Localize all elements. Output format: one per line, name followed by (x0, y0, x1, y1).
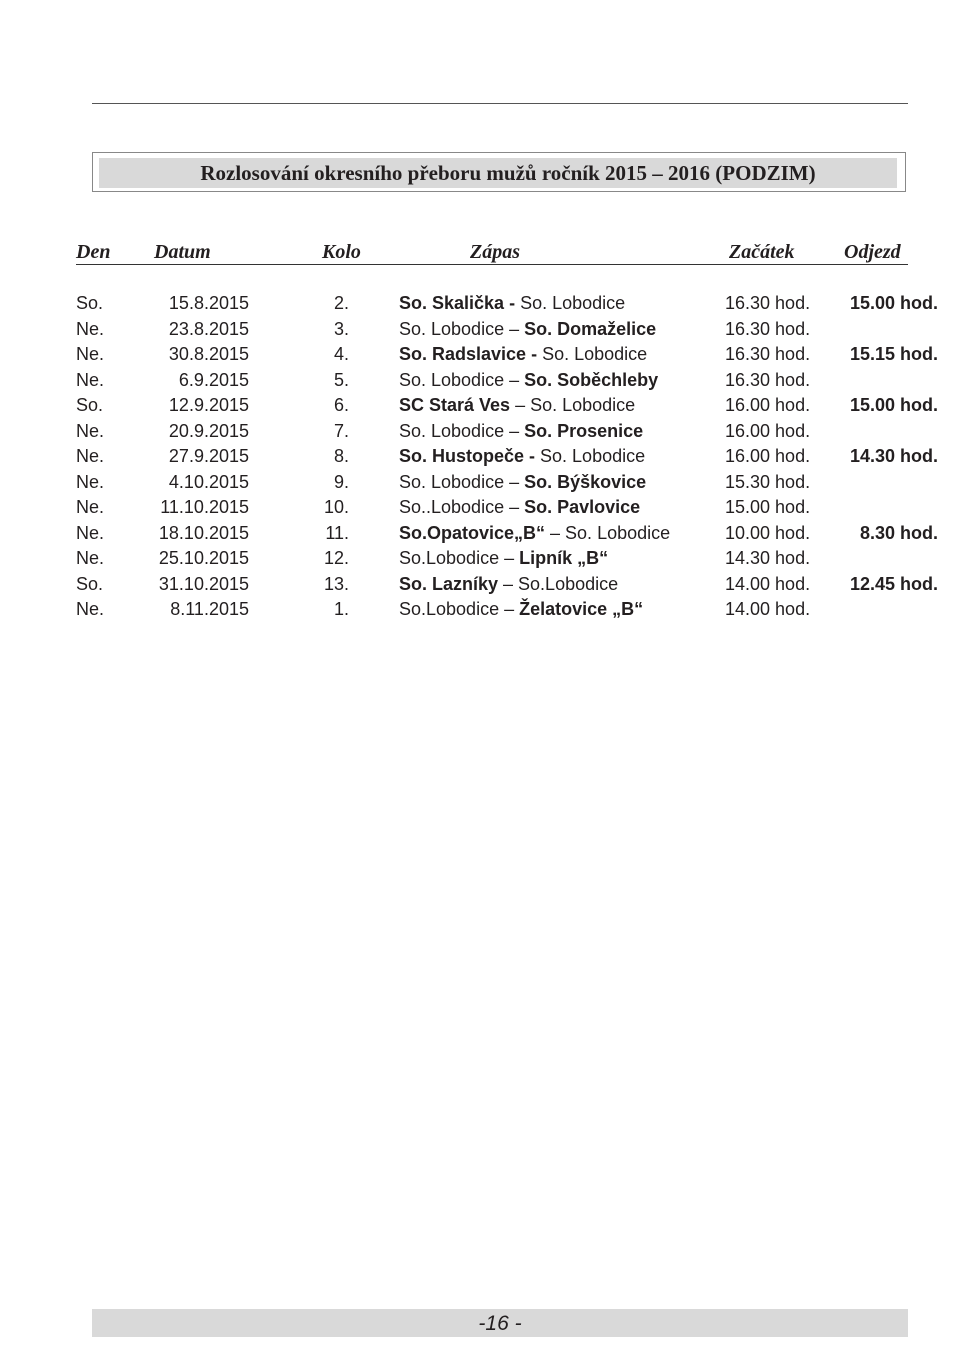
cell-zapas (399, 392, 635, 418)
cell-zacatek: 14.00 hod. (725, 599, 811, 619)
cell-kolo: 3. (333, 318, 349, 339)
team-away: So. Lobodice (537, 344, 648, 364)
cell-zapas (399, 520, 670, 546)
cell-zapas (399, 418, 643, 444)
page-title: Rozlosování okresního přeboru mužů ročník 2015 – 2016 (PODZIM) (200, 161, 816, 185)
header-den: Den (76, 241, 111, 263)
team-away: – So. Lobodice (510, 395, 636, 415)
cell-datum: 25.10.2015 (158, 548, 249, 568)
cell-zacatek: 14.30 hod. (725, 548, 811, 568)
cell-zacatek: 16.30 hod. (725, 344, 811, 364)
footer-band (92, 1309, 908, 1337)
cell-kolo: 11. (325, 522, 349, 543)
top-rule (92, 103, 908, 104)
cell-zacatek: 16.30 hod. (725, 318, 811, 339)
cell-den: Ne. (76, 548, 105, 568)
team-home: So. Skalička - (399, 293, 516, 313)
title-box (92, 152, 906, 192)
cell-datum: 30.8.2015 (168, 344, 249, 364)
table-row (0, 494, 960, 520)
table-row (0, 520, 960, 546)
team-home: So.Lobodice – (399, 548, 515, 568)
cell-datum: 12.9.2015 (168, 395, 249, 415)
cell-den: Ne. (76, 446, 105, 466)
cell-zapas (399, 545, 608, 571)
cell-zapas (399, 596, 643, 622)
cell-den: So. (76, 573, 104, 594)
team-home: So. Radslavice - (399, 344, 538, 364)
cell-kolo: 2. (333, 293, 349, 313)
team-away: So. Domaželice (519, 318, 657, 339)
team-home: So. Lazníky (399, 573, 499, 594)
cell-kolo: 7. (333, 420, 349, 441)
cell-kolo: 6. (333, 395, 349, 415)
team-home: So. Lobodice – (399, 318, 520, 339)
header-rule (76, 264, 908, 265)
team-away: So. Soběchleby (519, 369, 659, 390)
cell-zapas (399, 469, 646, 495)
cell-zacatek: 16.00 hod. (725, 420, 811, 441)
header-zacatek: Začátek (729, 241, 795, 263)
cell-zacatek: 16.00 hod. (725, 395, 811, 415)
table-row (0, 392, 960, 418)
cell-kolo: 9. (333, 471, 349, 492)
cell-den: So. (76, 293, 104, 313)
cell-kolo: 8. (333, 446, 349, 466)
cell-zacatek: 16.00 hod. (725, 446, 811, 466)
team-away: Želatovice „B“ (514, 599, 644, 619)
table-row (0, 341, 960, 367)
team-away: – So. Lobodice (545, 522, 671, 543)
cell-zapas (399, 367, 658, 393)
team-away: – So.Lobodice (498, 573, 619, 594)
cell-odjezd: 15.00 hod. (849, 395, 938, 415)
cell-zapas (399, 341, 647, 367)
cell-odjezd: 14.30 hod. (849, 446, 938, 466)
cell-zapas (399, 494, 640, 520)
cell-den: So. (76, 395, 104, 415)
table-row (0, 367, 960, 393)
cell-zacatek: 15.00 hod. (725, 497, 811, 517)
cell-zacatek: 16.30 hod. (725, 369, 811, 390)
team-away: Lipník „B“ (514, 548, 609, 568)
team-away: So. Býškovice (519, 471, 647, 492)
header-datum: Datum (154, 241, 211, 263)
cell-zacatek: 15.30 hod. (725, 471, 811, 492)
cell-zapas (399, 443, 645, 469)
team-away: So. Lobodice (515, 293, 626, 313)
cell-datum: 20.9.2015 (168, 420, 249, 441)
cell-odjezd: 8.30 hod. (859, 522, 938, 543)
title-band (99, 158, 897, 188)
team-home: So. Lobodice – (399, 369, 520, 390)
cell-zacatek: 16.30 hod. (725, 293, 811, 313)
cell-zacatek: 14.00 hod. (725, 573, 811, 594)
team-home: So..Lobodice – (399, 497, 520, 517)
cell-den: Ne. (76, 471, 105, 492)
cell-odjezd: 15.15 hod. (849, 344, 938, 364)
cell-kolo: 12. (323, 548, 349, 568)
cell-zapas (399, 571, 618, 597)
cell-datum: 4.10.2015 (168, 471, 249, 492)
cell-datum: 15.8.2015 (168, 293, 249, 313)
cell-den: Ne. (76, 318, 105, 339)
team-away: So. Pavlovice (519, 497, 641, 517)
table-row (0, 316, 960, 342)
cell-zapas (399, 290, 625, 316)
cell-kolo: 5. (333, 369, 349, 390)
team-away: So. Prosenice (519, 420, 644, 441)
table-row (0, 469, 960, 495)
cell-den: Ne. (76, 497, 105, 517)
team-home: So. Lobodice – (399, 420, 520, 441)
team-home: So.Lobodice – (399, 599, 515, 619)
table-row (0, 571, 960, 597)
cell-kolo: 1. (333, 599, 349, 619)
cell-den: Ne. (76, 369, 105, 390)
team-home: So. Lobodice – (399, 471, 520, 492)
cell-den: Ne. (76, 344, 105, 364)
cell-odjezd: 15.00 hod. (849, 293, 938, 313)
team-home: So. Hustopeče - (399, 446, 536, 466)
cell-den: Ne. (76, 599, 105, 619)
page-number: -16 - (478, 1312, 522, 1335)
header-zapas: Zápas (470, 241, 520, 263)
table-row (0, 443, 960, 469)
table-row (0, 545, 960, 571)
cell-zacatek: 10.00 hod. (725, 522, 811, 543)
cell-den: Ne. (76, 420, 105, 441)
cell-kolo: 13. (323, 573, 349, 594)
cell-den: Ne. (76, 522, 105, 543)
cell-datum: 6.9.2015 (178, 369, 249, 390)
cell-kolo: 4. (333, 344, 349, 364)
table-row (0, 418, 960, 444)
cell-datum: 27.9.2015 (168, 446, 249, 466)
header-odjezd: Odjezd (844, 241, 901, 263)
cell-datum: 18.10.2015 (158, 522, 249, 543)
cell-odjezd: 12.45 hod. (849, 573, 938, 594)
table-row (0, 290, 960, 316)
team-home: So.Opatovice„B“ (399, 522, 546, 543)
team-away: So. Lobodice (535, 446, 646, 466)
table-row (0, 596, 960, 622)
cell-datum: 11.10.2015 (160, 497, 249, 517)
header-kolo: Kolo (322, 241, 361, 263)
team-home: SC Stará Ves (399, 395, 511, 415)
cell-kolo: 10. (323, 497, 349, 517)
cell-datum: 8.11.2015 (170, 599, 249, 619)
cell-datum: 31.10.2015 (158, 573, 249, 594)
cell-datum: 23.8.2015 (168, 318, 249, 339)
cell-zapas (399, 316, 656, 342)
